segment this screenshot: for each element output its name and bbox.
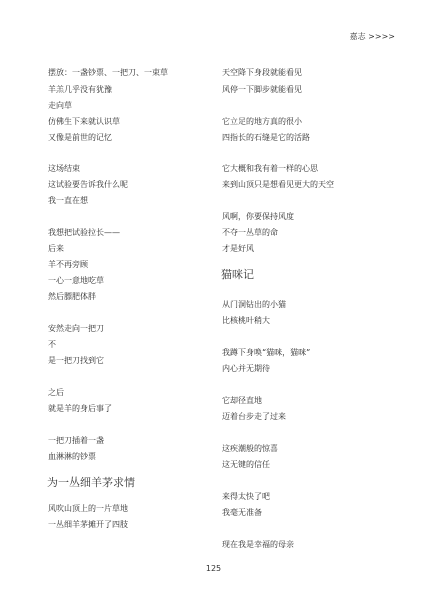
poem-line: 比核桃叶稍大 <box>222 316 270 325</box>
poem-line: 我蹲下身唤“猫咪，猫咪” <box>222 348 311 357</box>
poem-line: 才是好风 <box>222 244 254 253</box>
poem-line: 它立足的地方真的很小 <box>222 117 302 126</box>
poem-line: 风停一下脚步就能看见 <box>222 85 302 94</box>
page-number: 125 <box>205 564 222 573</box>
poem-title: 为一丛细羊茅求情 <box>47 476 135 489</box>
poem-line: 一把刀插着一盏 <box>48 436 104 445</box>
poem-line: 血淋淋的钞票 <box>48 452 96 461</box>
poem-line: 迈着台步走了过来 <box>222 412 286 421</box>
poem-line: 一心一意地吃草 <box>48 276 104 285</box>
poem-line: 这疾潮般的惊喜 <box>222 444 278 453</box>
poem-line: 这场结束 <box>48 164 80 173</box>
page-header: 嘉志 >>>> <box>349 32 395 41</box>
poem-line: 它大概和我有着一样的心思 <box>222 164 318 173</box>
poem-line: 我一直在想 <box>48 196 88 205</box>
poem-line: 风吹山顶上的一片草地 <box>48 504 128 513</box>
poem-line: 羊不再旁顾 <box>48 260 88 269</box>
poem-line: 一丛细羊茅摊开了四肢 <box>48 520 128 529</box>
poem-line: 羊羔几乎没有犹豫 <box>48 85 112 94</box>
poem-line: 不 <box>48 340 56 349</box>
poem-line: 天空降下身段就能看见 <box>222 68 302 77</box>
poem-line: 现在我是幸福的母亲 <box>222 540 294 549</box>
poem-line: 我毫无准备 <box>222 508 262 517</box>
poem-line: 这无键的信任 <box>222 460 270 469</box>
poem-line: 它却径直地 <box>222 396 262 405</box>
poem-line: 我想把试验拉长—— <box>48 228 120 237</box>
poem-line: 之后 <box>48 388 64 397</box>
poem-line: 来到山顶只是想看见更大的天空 <box>222 180 334 189</box>
poem-line: 风啊，你要保持风度 <box>222 212 294 221</box>
poem-line: 是一把刀找到它 <box>48 356 104 365</box>
poem-line: 这试验要告诉我什么呢 <box>48 180 128 189</box>
poem-line: 内心并无期待 <box>222 364 270 373</box>
poem-line: 走向草 <box>48 101 72 110</box>
poem-line: 来得太快了吧 <box>222 492 270 501</box>
poem-line: 安然走向一把刀 <box>48 324 104 333</box>
poem-line: 就是羊的身后事了 <box>48 404 112 413</box>
poem-line: 又像是前世的记忆 <box>48 133 112 142</box>
poem-line: 不夺一丛草的命 <box>222 228 278 237</box>
poem-line: 后来 <box>48 244 64 253</box>
poem-line: 摆放：一盏钞票、一把刀、一束草 <box>48 68 168 77</box>
poem-title: 猫咪记 <box>221 268 254 281</box>
poem-line: 仿佛生下来就认识草 <box>48 117 120 126</box>
poem-line: 四指长的石缝是它的活路 <box>222 133 310 142</box>
poem-line: 然后膘肥体胖 <box>48 292 96 301</box>
poem-line: 从门洞钻出的小猫 <box>222 300 286 309</box>
